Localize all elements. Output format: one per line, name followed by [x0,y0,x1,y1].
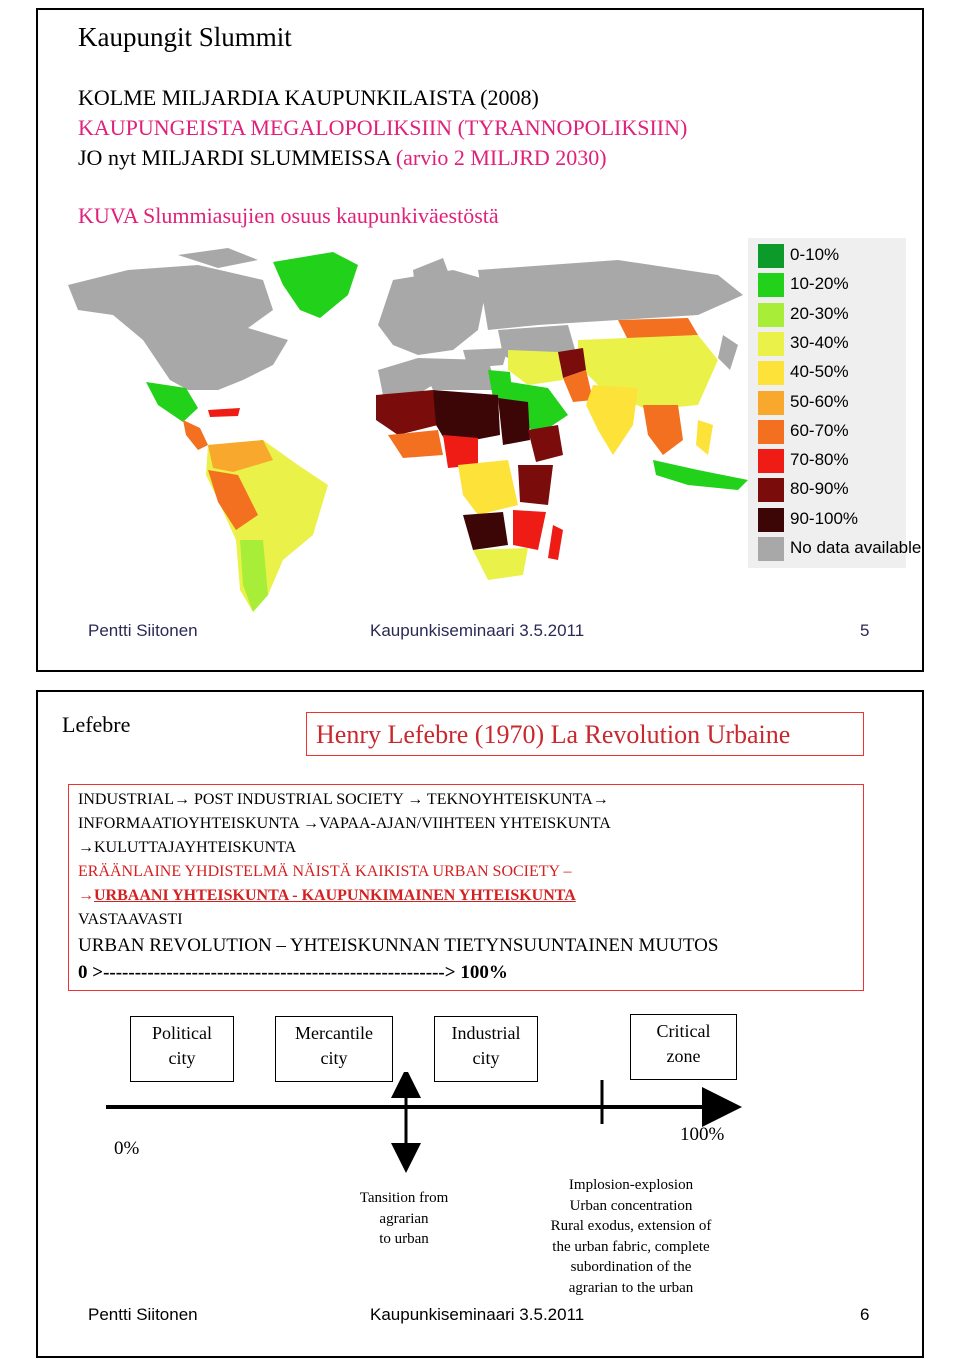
legend-swatch [758,303,784,327]
legend-swatch [758,273,784,297]
arrow-icon: → [302,815,319,832]
legend-label: 50-60% [790,391,849,411]
stage-label: city [320,1048,348,1068]
map-north-america [68,265,288,390]
map-sahel-central [433,390,500,445]
text-line-2: KAUPUNGEISTA MEGALOPOLIKSIIN (TYRANNOPOLIKSIIN) [78,115,688,140]
text-line-3-part-b: (arvio 2 MILJRD 2030) [395,145,607,170]
term-tekno: TEKNOYHTEISKUNTA [423,791,593,808]
legend-item [758,477,938,503]
term-kuluttaja: KULUTTAJAYHTEISKUNTA [94,839,297,856]
map-nigeria [443,435,478,468]
lefebre-line-8: 0 >------------------------------------------------------> 100% [78,962,508,983]
map-japan [718,335,738,370]
map-caribbean [208,408,240,417]
arrow-icon: → [78,839,94,856]
legend-swatch [758,478,784,502]
text-line-1: KOLME MILJARDIA KAUPUNKILAISTA (2008) [78,85,539,110]
legend-item [758,390,938,416]
slide-title-box [306,712,864,756]
stage-label: Political [152,1023,212,1043]
arrow-icon: → [78,887,94,904]
legend-label: 60-70% [790,420,849,440]
slide-title: Henry Lefebre (1970) La Revolution Urbaine [316,720,791,749]
map-chile-argentina [240,540,268,612]
lefebre-line-5 [78,887,576,905]
note-line: Rural exodus, extension of [550,1218,712,1234]
legend-swatch [758,420,784,444]
map-central-america [183,420,208,450]
legend-label: 10-20% [790,274,849,294]
axis-end-label: 100% [680,1124,725,1145]
legend-swatch [758,537,784,561]
note-line: the urban fabric, complete [552,1238,710,1255]
note-line: Implosion-explosion [568,1177,694,1193]
map-madagascar [548,525,563,560]
footer-author: Pentti Siitonen [88,1305,198,1324]
legend-label: 40-50% [790,362,849,382]
map-central-africa [458,460,518,515]
lefebre-line-1 [78,791,609,809]
legend-label: 20-30% [790,303,849,323]
lefebre-line-7: URBAN REVOLUTION – YHTEISKUNNAN TIETYNSUUNTAINEN MUUTOS [78,935,719,956]
stage-label: zone [666,1046,701,1066]
legend-item [758,243,938,269]
legend-item [758,272,938,298]
stage-label: Critical [656,1021,711,1041]
lefebre-line-3 [78,839,296,857]
map-sahel-west [376,390,438,435]
legend-item [758,507,938,533]
stage-label: city [472,1048,500,1068]
legend-item [758,360,938,386]
legend-item [758,331,938,357]
stage-label: city [168,1048,196,1068]
term-industrial: INDUSTRIAL [78,791,174,808]
map-ethiopia [528,425,563,462]
map-india [586,385,638,455]
legend-item [758,302,938,328]
footer-event: Kaupunkiseminaari 3.5.2011 [370,1305,585,1324]
map-southeast-asia [643,405,683,455]
map-southern-africa [473,548,528,580]
legend-item [758,419,938,445]
legend-label: 30-40% [790,332,849,352]
page-number: 5 [860,621,870,640]
map-philippines [696,420,713,455]
map-mozambique [513,510,546,550]
legend-item [758,536,938,562]
legend-label: 90-100% [790,508,859,528]
lefebre-line-2 [78,815,611,833]
map-angola [463,512,508,550]
legend-swatch [758,508,784,532]
lefebre-line-4: ERÄÄNLAINE YHDISTELMÄ NÄISTÄ KAIKISTA URBAN SOCIETY – [78,863,572,880]
term-post-industrial: POST INDUSTRIAL SOCIETY [190,791,408,808]
legend-swatch [758,391,784,415]
legend-item [758,448,938,474]
lefebre-line-6: VASTAAVASTI [78,911,183,928]
world-slum-map [58,240,748,615]
note-line: Tansition from [359,1190,449,1206]
stage-critical-zone [630,1014,737,1080]
legend-label: 70-80% [790,450,849,470]
legend-swatch [758,244,784,268]
term-urbaani: URBAANI YHTEISKUNTA - KAUPUNKIMAINEN YHTEISKUNTA [94,887,576,904]
map-sudan [498,398,530,445]
map-iraq-iran [508,350,563,385]
legend-label: 0-10% [790,245,840,264]
arrow-icon: → [592,791,609,808]
page-number: 6 [860,1305,870,1324]
legend-label: 80-90% [790,479,849,499]
term-vapaa-aika: VAPAA-AJAN/VIIHTEEN YHTEISKUNTA [318,815,611,832]
note-line: to urban [379,1231,429,1247]
transition-note [334,1188,474,1250]
stage-label: Industrial [451,1023,521,1043]
map-west-africa-coast [388,430,443,458]
map-greenland [273,252,358,318]
legend-label: No data available [790,538,922,557]
legend-swatch [758,332,784,356]
map-russia [478,260,743,330]
map-indonesia [653,460,748,490]
map-east-africa [518,465,553,505]
slide-5 [36,8,924,672]
text-line-3-part-a: JO nyt MILJARDI SLUMMEISSA [78,145,396,170]
footer-event: Kaupunkiseminaari 3.5.2011 [370,621,585,640]
implosion-note [526,1175,736,1298]
legend-swatch [758,449,784,473]
map-caption: KUVA Slummiasujien osuus kaupunkiväestöstä [78,203,499,228]
slide-label: Lefebre [62,712,131,737]
text-line-3 [78,145,607,171]
urbanization-timeline [38,1072,918,1182]
axis-start-label: 0% [114,1138,140,1159]
note-line: subordination of the [570,1259,692,1275]
legend-swatch [758,361,784,385]
note-line: Urban concentration [569,1197,693,1214]
term-informaatio: INFORMAATIOYHTEISKUNTA [78,815,303,832]
map-arctic-islands [178,248,258,268]
arrow-icon: → [407,791,424,808]
slide-title: Kaupungit Slummit [78,22,292,52]
stage-label: Mercantile [295,1023,373,1043]
slide-6 [36,690,924,1358]
footer-author: Pentti Siitonen [88,621,198,640]
note-line: agrarian to the urban [568,1279,694,1296]
arrow-icon: → [174,791,190,808]
note-line: agrarian [379,1210,429,1227]
